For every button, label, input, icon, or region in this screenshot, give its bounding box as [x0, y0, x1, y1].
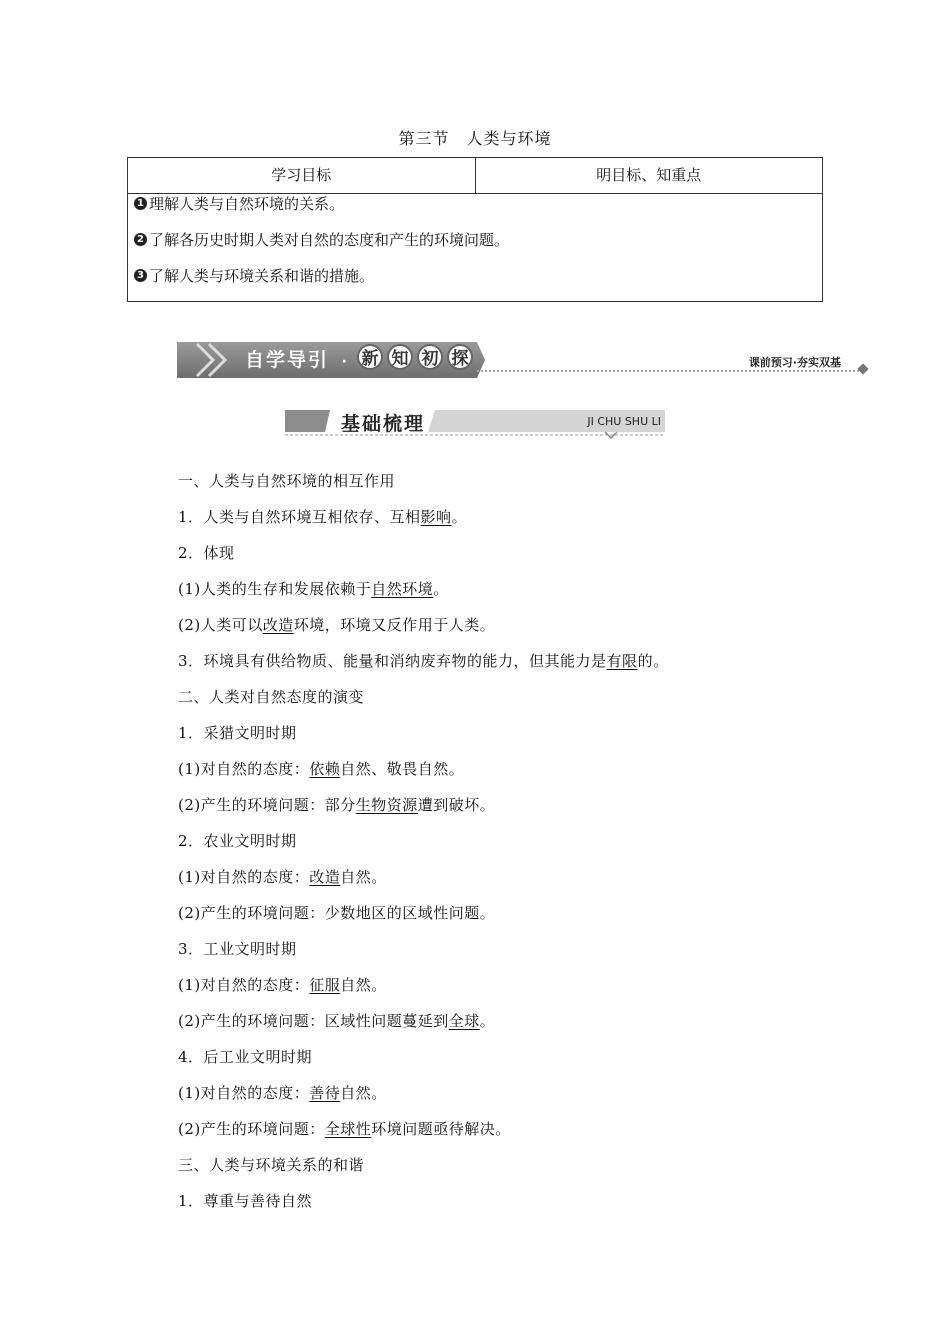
line-text: 一、人类与自然环境的相互作用	[178, 472, 396, 490]
underlined-answer: 生物资源	[355, 796, 418, 814]
content-line	[178, 578, 449, 599]
banner-dotted-rule	[477, 370, 859, 372]
line-text: (2)产生的环境问题：少数地区的区域性问题。	[178, 904, 496, 922]
underlined-answer: 有限	[606, 652, 638, 670]
line-text: 遭到破坏。	[417, 796, 496, 814]
underlined-answer: 征服	[309, 976, 341, 994]
line-text: 2．体现	[178, 544, 235, 562]
line-text: 1．尊重与善待自然	[178, 1192, 313, 1210]
content-line	[178, 1118, 511, 1139]
line-text: 环境问题亟待解决。	[371, 1120, 511, 1138]
content-line	[178, 722, 297, 743]
goals-header-left: 学习目标	[128, 158, 476, 193]
sub-section-banner	[285, 406, 665, 442]
line-text: 环境，环境又反作用于人类。	[293, 616, 496, 634]
underlined-answer: 影响	[420, 508, 452, 526]
banner-char: 新	[357, 344, 383, 370]
content-line	[178, 470, 395, 491]
underlined-answer: 依赖	[309, 760, 341, 778]
line-text: (2)产生的环境问题：部分	[178, 796, 356, 814]
content-line	[178, 866, 387, 887]
banner-right-text: 课前预习·夯实双基	[748, 356, 841, 369]
diamond-icon	[857, 363, 868, 374]
content-line	[178, 650, 669, 671]
line-text: 的。	[637, 652, 669, 670]
content-line	[178, 614, 495, 635]
underlined-answer: 改造	[309, 868, 341, 886]
line-text: 自然。	[340, 1084, 387, 1102]
underlined-answer: 改造	[262, 616, 294, 634]
content-line	[178, 1190, 312, 1211]
line-text: 4．后工业文明时期	[178, 1048, 313, 1066]
content-line	[178, 974, 387, 995]
content-line	[178, 542, 235, 563]
line-text: (1)对自然的态度：	[178, 868, 310, 886]
section-banner	[177, 340, 867, 380]
content-line	[178, 1082, 387, 1103]
page-title: 第三节 人类与环境	[398, 129, 552, 148]
goal-item	[134, 193, 344, 214]
line-text: (2)产生的环境问题：	[178, 1120, 325, 1138]
goal-item	[134, 265, 374, 286]
goals-table-header	[128, 158, 822, 194]
underlined-answer: 全球性	[324, 1120, 372, 1138]
content-line	[178, 686, 364, 707]
content-line	[178, 1046, 312, 1067]
line-text: (1)对自然的态度：	[178, 1084, 310, 1102]
banner-char: 探	[447, 344, 473, 370]
content-line	[178, 506, 467, 527]
content-line	[178, 938, 297, 959]
line-text: 三、人类与环境关系的和谐	[178, 1156, 365, 1174]
line-text: 1．人类与自然环境互相依存、互相	[178, 508, 421, 526]
learning-goals-table	[127, 157, 823, 302]
line-text: 二、人类对自然态度的演变	[178, 688, 365, 706]
number-1-icon: 1	[134, 197, 147, 210]
content-line	[178, 758, 464, 779]
banner-left-text: 自学导引 ·	[245, 349, 349, 371]
sub-banner-pinyin: JI CHU SHU LI	[587, 415, 661, 428]
line-text: 。	[451, 508, 468, 526]
line-text: 。	[479, 1012, 496, 1030]
content-line	[178, 794, 495, 815]
goal-text: 理解人类与自然环境的关系。	[149, 195, 345, 213]
line-text: (2)人类可以	[178, 616, 263, 634]
line-text: 1．采猎文明时期	[178, 724, 297, 742]
number-2-icon: 2	[134, 233, 147, 246]
line-text: (2)产生的环境问题：区域性问题蔓延到	[178, 1012, 449, 1030]
line-text: 3．工业文明时期	[178, 940, 297, 958]
goal-text: 了解人类与环境关系和谐的措施。	[149, 267, 375, 285]
banner-chars	[357, 344, 473, 370]
banner-char: 初	[417, 344, 443, 370]
line-text: 。	[433, 580, 449, 598]
number-3-icon: 3	[134, 269, 147, 282]
content-line	[178, 902, 495, 923]
underlined-answer: 自然环境	[371, 580, 434, 598]
goal-text: 了解各历史时期人类对自然的态度和产生的环境问题。	[149, 231, 510, 249]
content-line	[178, 830, 297, 851]
sub-banner-title: 基础梳理	[341, 413, 426, 435]
underlined-answer: 善待	[309, 1084, 341, 1102]
line-text: 自然。	[340, 868, 387, 886]
line-text: 自然、敬畏自然。	[340, 760, 465, 778]
content-line	[178, 1010, 495, 1031]
line-text: 2．农业文明时期	[178, 832, 297, 850]
goals-header-right: 明目标、知重点	[596, 166, 702, 184]
underlined-answer: 全球	[448, 1012, 480, 1030]
content-line	[178, 1154, 364, 1175]
line-text: (1)对自然的态度：	[178, 976, 310, 994]
banner-char: 知	[387, 344, 413, 370]
line-text: 自然。	[340, 976, 387, 994]
line-text: (1)对自然的态度：	[178, 760, 310, 778]
goal-item	[134, 229, 509, 250]
line-text: (1)人类的生存和发展依赖于	[178, 580, 372, 598]
line-text: 3．环境具有供给物质、能量和消纳废弃物的能力，但其能力是	[178, 652, 607, 670]
